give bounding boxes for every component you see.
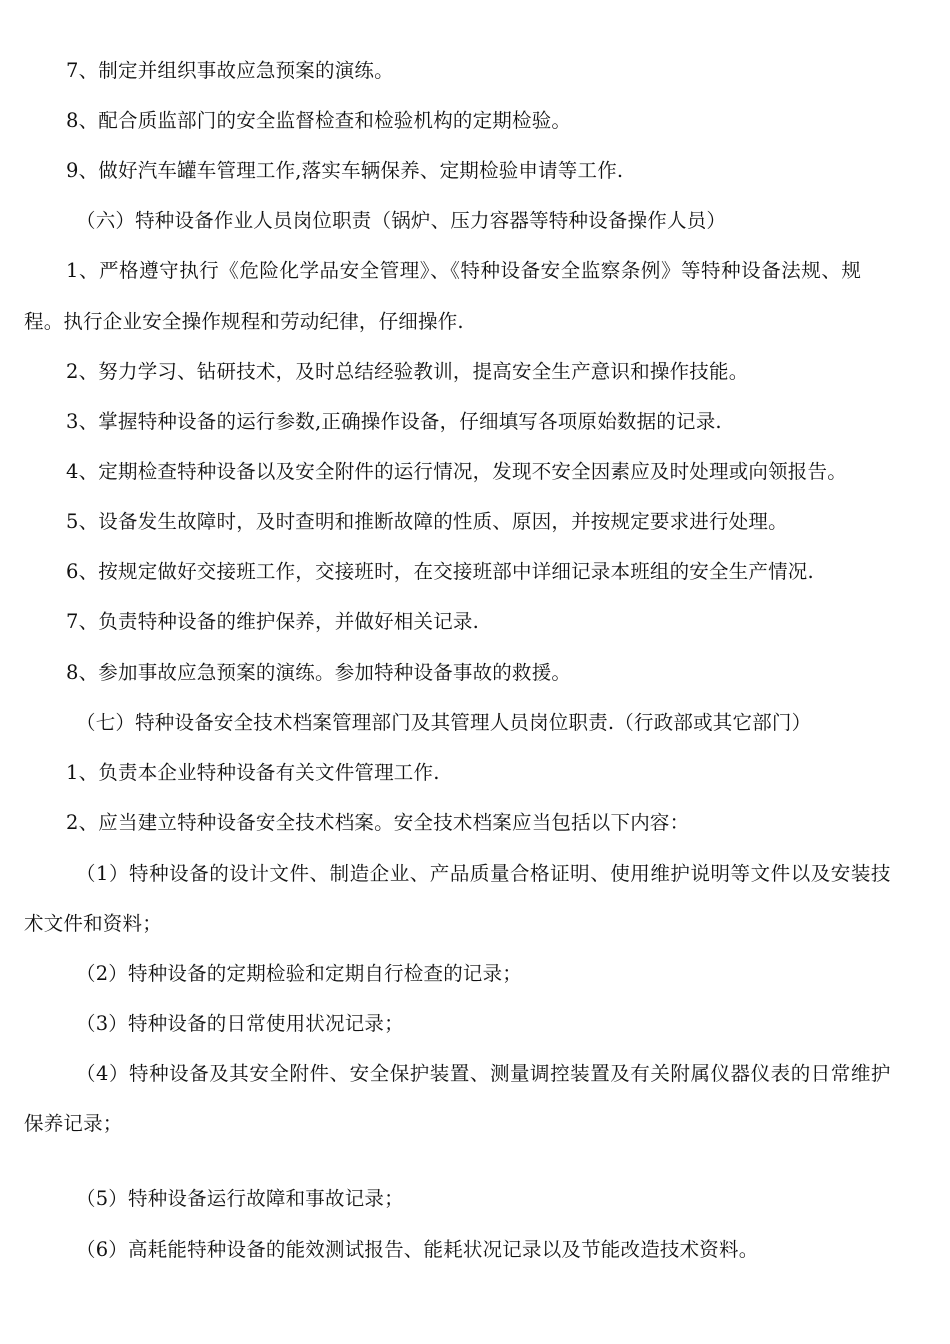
list-item-line: （2）特种设备的定期检验和定期自行检查的记录； [76, 962, 523, 985]
paragraph-line: 7、负责特种设备的维护保养，并做好相关记录. [66, 610, 480, 633]
paragraph-line: 程。执行企业安全操作规程和劳动纪律，仔细操作. [24, 310, 464, 333]
list-item-line: （1）特种设备的设计文件、制造企业、产品质量合格证明、使用维护说明等文件以及安装技 [76, 862, 891, 885]
list-item-line: （3）特种设备的日常使用状况记录； [76, 1012, 404, 1035]
section-heading: （六）特种设备作业人员岗位职责（锅炉、压力容器等特种设备操作人员） [76, 209, 727, 232]
list-item-line: 保养记录； [24, 1112, 123, 1135]
paragraph-line: 8、参加事故应急预案的演练。参加特种设备事故的救援。 [66, 661, 572, 684]
paragraph-line: 9、做好汽车罐车管理工作,落实车辆保养、定期检验申请等工作. [66, 159, 624, 182]
section-heading: （七）特种设备安全技术档案管理部门及其管理人员岗位职责.（行政部或其它部门） [76, 711, 812, 734]
list-item-line: （4）特种设备及其安全附件、安全保护装置、测量调控装置及有关附属仪器仪表的日常维护 [76, 1062, 891, 1085]
paragraph-line: 3、掌握特种设备的运行参数,正确操作设备，仔细填写各项原始数据的记录. [66, 410, 722, 433]
list-item-line: 术文件和资料； [24, 912, 162, 935]
paragraph-line: 6、按规定做好交接班工作，交接班时，在交接班部中详细记录本班组的安全生产情况. [66, 560, 814, 583]
paragraph-line: 1、严格遵守执行《危险化学品安全管理》、《特种设备安全监察条例》等特种设备法规、规 [66, 259, 862, 282]
list-item-line: （5）特种设备运行故障和事故记录； [76, 1187, 404, 1210]
paragraph-line: 1、负责本企业特种设备有关文件管理工作. [66, 761, 440, 784]
paragraph-line: 2、应当建立特种设备安全技术档案。安全技术档案应当包括以下内容： [66, 811, 690, 834]
list-item-line: （6）高耗能特种设备的能效测试报告、能耗状况记录以及节能改造技术资料。 [76, 1238, 759, 1261]
paragraph-line: 8、配合质监部门的安全监督检查和检验机构的定期检验。 [66, 109, 572, 132]
paragraph-line: 4、定期检查特种设备以及安全附件的运行情况，发现不安全因素应及时处理或向领报告。 [66, 460, 847, 483]
paragraph-line: 2、努力学习、钻研技术，及时总结经验教训，提高安全生产意识和操作技能。 [66, 360, 749, 383]
paragraph-line: 7、制定并组织事故应急预案的演练。 [66, 59, 394, 82]
paragraph-line: 5、设备发生故障时，及时查明和推断故障的性质、原因，并按规定要求进行处理。 [66, 510, 788, 533]
